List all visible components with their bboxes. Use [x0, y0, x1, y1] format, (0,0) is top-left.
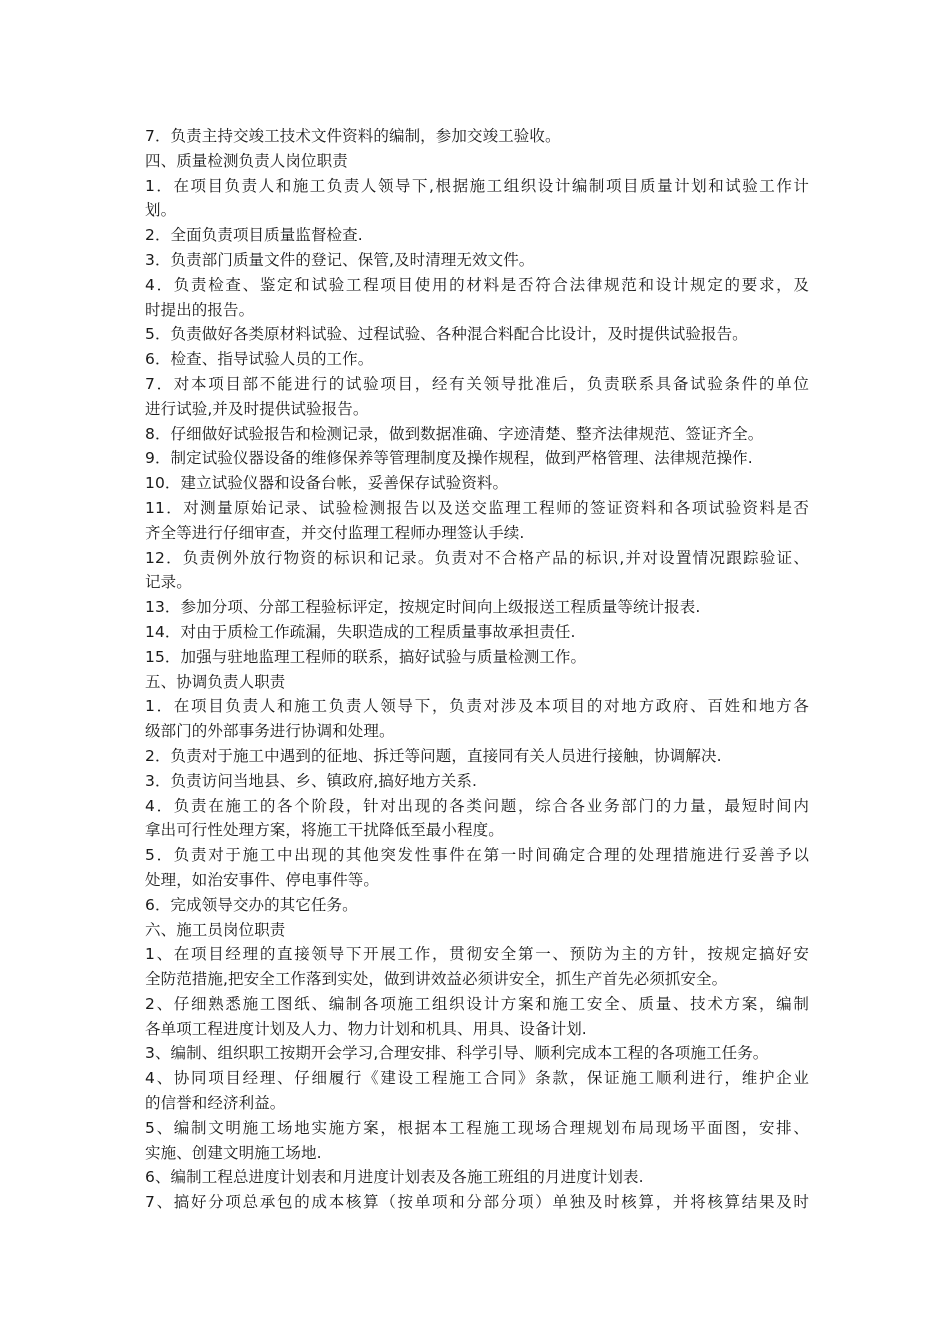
text-line: 9．制定试验仪器设备的维修保养等管理制度及操作规程，做到严格管理、法律规范操作. — [145, 449, 753, 468]
text-line: 4、协同项目经理、仔细履行《建设工程施工合同》条款，保证施工顺利进行，维护企业 — [145, 1069, 809, 1088]
section-heading: 六、施工员岗位职责 — [145, 920, 286, 939]
text-line: 3、编制、组织职工按期开会学习,合理安排、科学引导、顺利完成本工程的各项施工任务。 — [145, 1044, 769, 1063]
text-line: 14．对由于质检工作疏漏，失职造成的工程质量事故承担责任. — [145, 622, 576, 641]
text-line: 3．负责访问当地县、乡、镇政府,搞好地方关系. — [145, 771, 478, 790]
text-line: 划。 — [145, 201, 177, 220]
text-line: 2．全面负责项目质量监督检查. — [145, 226, 363, 245]
text-line: 5．负责对于施工中出现的其他突发性事件在第一时间确定合理的处理措施进行妥善予以 — [145, 846, 809, 865]
text-line: 15．加强与驻地监理工程师的联系，搞好试验与质量检测工作。 — [145, 647, 587, 666]
text-line: 的信誉和经济利益。 — [145, 1094, 286, 1113]
text-line: 1、在项目经理的直接领导下开展工作，贯彻安全第一、预防为主的方针，按规定搞好安 — [145, 945, 809, 964]
text-line: 4．负责检查、鉴定和试验工程项目使用的材料是否符合法律规范和设计规定的要求，及 — [145, 275, 809, 294]
text-line: 7、搞好分项总承包的成本核算（按单项和分部分项）单独及时核算，并将核算结果及时 — [145, 1193, 809, 1212]
text-line: 1．在项目负责人和施工负责人领导下，负责对涉及本项目的对地方政府、百姓和地方各 — [145, 697, 809, 716]
text-line: 时提出的报告。 — [145, 300, 255, 319]
text-line: 进行试验,并及时提供试验报告。 — [145, 399, 369, 418]
text-line: 4．负责在施工的各个阶段，针对出现的各类问题，综合各业务部门的力量，最短时间内 — [145, 796, 809, 815]
text-line: 12．负责例外放行物资的标识和记录。负责对不合格产品的标识,并对设置情况跟踪验证、 — [145, 548, 809, 567]
text-line: 5、编制文明施工场地实施方案，根据本工程施工现场合理规划布局现场平面图，安排、 — [145, 1118, 809, 1137]
document-body — [145, 124, 809, 1215]
text-line: 各单项工程进度计划及人力、物力计划和机具、用具、设备计划. — [145, 1019, 587, 1038]
text-line: 全防范措施,把安全工作落到实处，做到讲效益必须讲安全，抓生产首先必须抓安全。 — [145, 970, 728, 989]
text-line: 拿出可行性处理方案，将施工干扰降低至最小程度。 — [145, 821, 504, 840]
text-line: 6．完成领导交办的其它任务。 — [145, 895, 358, 914]
text-line: 8．仔细做好试验报告和检测记录，做到数据准确、字迹清楚、整齐法律规范、签证齐全。 — [145, 424, 764, 443]
text-line: 7．对本项目部不能进行的试验项目，经有关领导批准后，负责联系具备试验条件的单位 — [145, 374, 809, 393]
text-line: 齐全等进行仔细审查，并交付监理工程师办理签认手续. — [145, 523, 525, 542]
text-line: 11．对测量原始记录、试验检测报告以及送交监理工程师的签证资料和各项试验资料是否 — [145, 498, 809, 517]
text-line: 2、仔细熟悉施工图纸、编制各项施工组织设计方案和施工安全、质量、技术方案，编制 — [145, 994, 809, 1013]
text-line: 6．检查、指导试验人员的工作。 — [145, 350, 374, 369]
text-line: 7．负责主持交竣工技术文件资料的编制，参加交竣工验收。 — [145, 127, 561, 145]
text-line: 2．负责对于施工中遇到的征地、拆迁等问题，直接同有关人员进行接触，协调解决. — [145, 746, 722, 765]
text-line: 3．负责部门质量文件的登记、保管,及时清理无效文件。 — [145, 250, 535, 269]
section-heading: 四、质量检测负责人岗位职责 — [145, 151, 348, 170]
text-line: 5．负责做好各类原材料试验、过程试验、各种混合料配合比设计，及时提供试验报告。 — [145, 325, 748, 344]
text-line: 实施、创建文明施工场地. — [145, 1143, 322, 1162]
text-line: 6、编制工程总进度计划表和月进度计划表及各施工班组的月进度计划表. — [145, 1168, 644, 1187]
text-line: 10．建立试验仪器和设备台帐，妥善保存试验资料。 — [145, 474, 509, 493]
text-line: 处理，如治安事件、停电事件等。 — [145, 870, 380, 889]
text-line: 13．参加分项、分部工程验标评定，按规定时间向上级报送工程质量等统计报表. — [145, 598, 701, 617]
text-line: 级部门的外部事务进行协调和处理。 — [145, 722, 395, 741]
text-line: 1．在项目负责人和施工负责人领导下,根据施工组织设计编制项目质量计划和试验工作计 — [145, 176, 809, 195]
section-heading: 五、协调负责人职责 — [145, 672, 286, 691]
text-line: 记录。 — [145, 573, 192, 592]
